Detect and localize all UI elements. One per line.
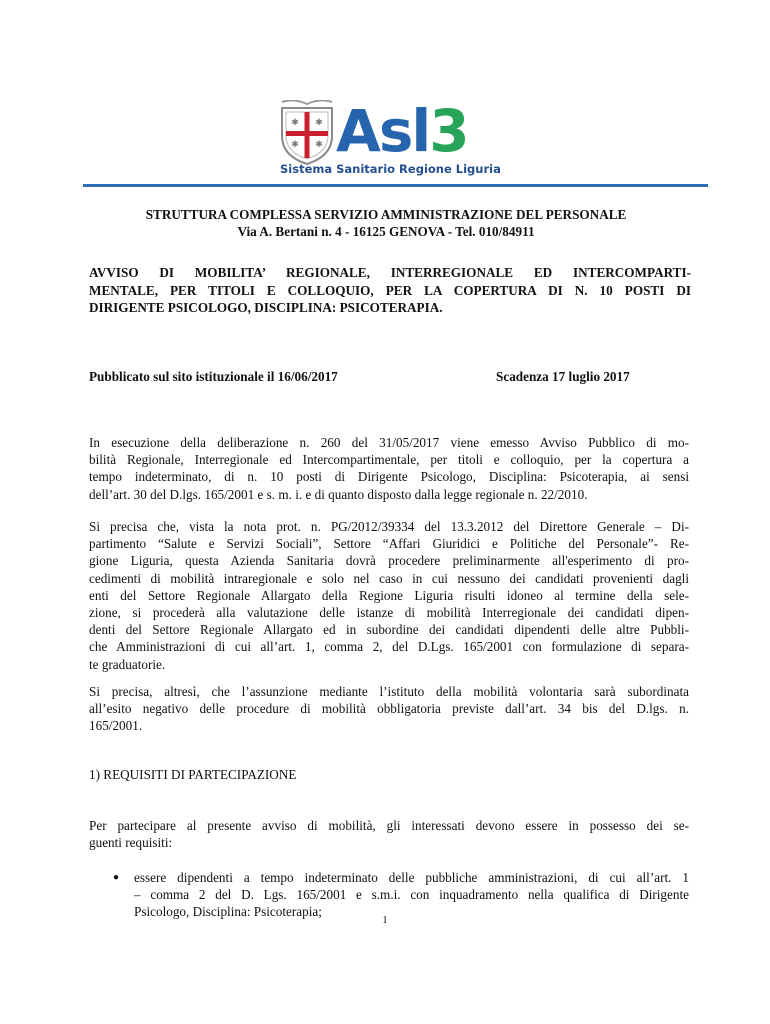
requirement-text xyxy=(134,869,689,921)
asl3-logo xyxy=(278,97,501,180)
header-divider xyxy=(83,184,708,187)
text-line: enti del Settore Regionale Allargato della Regione Liguria risulti idoneo al termine della sele- xyxy=(89,587,689,603)
text-line: dell’art. 30 del D.lgs. 165/2001 e s. m. i. e di quanto disposto dalla legge regionale n. 22/2010. xyxy=(89,486,588,502)
logo-tagline: Sistema Sanitario Regione Liguria xyxy=(280,162,501,176)
page-number: 1 xyxy=(382,914,388,926)
text-line: 165/2001. xyxy=(89,718,143,734)
text-line: guenti requisiti: xyxy=(89,835,173,851)
text-line: Si precisa, altresì, che l’assunzione mediante l’istituto della mobilità volontaria sarà subordinata xyxy=(89,684,689,699)
paragraph-intro xyxy=(89,434,689,503)
liguria-emblem-icon xyxy=(278,100,336,166)
text-line: partimento “Salute e Servizi Sociali”, Settore “Affari Giuridici e Politiche del Personale”- Re- xyxy=(89,536,689,552)
svg-text:✱: ✱ xyxy=(315,140,323,150)
svg-text:✱: ✱ xyxy=(315,118,323,128)
text-line: Psicologo, Disciplina: Psicoterapia; xyxy=(134,904,322,920)
section-heading: 1) REQUISITI DI PARTECIPAZIONE xyxy=(89,767,297,782)
text-line: – comma 2 del D. Lgs. 165/2001 e s.m.i. con inquadramento nella qualifica di Dirigente xyxy=(134,887,689,903)
text-line: te graduatorie. xyxy=(89,656,166,672)
text-line: tempo indeterminato, di n. 10 posti di Dirigente Psicologo, Disciplina: Psicoterapia, ai sensi xyxy=(89,469,689,485)
text-line: bilità Regionale, Interregionale ed Intercompartimentale, per titoli e colloquio, per la copertura a xyxy=(89,452,689,468)
text-line: che Amministrazioni di cui all’art. 1, comma 2, del D.Lgs. 165/2001 con formulazione di separa- xyxy=(89,639,689,655)
deadline-date: Scadenza 17 luglio 2017 xyxy=(496,369,630,384)
svg-text:✱: ✱ xyxy=(291,118,299,128)
paragraph-requirements xyxy=(89,817,689,851)
text-line: Per partecipare al presente avviso di mobilità, gli interessati devono essere in possesso dei se- xyxy=(89,818,689,833)
text-line: In esecuzione della deliberazione n. 260 del 31/05/2017 viene emesso Avviso Pubblico di mo- xyxy=(89,435,689,450)
logo-wordmark: Asl3 xyxy=(336,97,468,165)
text-line: denti del Settore Regionale Allargato ed in subordine dei candidati dipendenti delle altre Pubbli- xyxy=(89,622,689,638)
published-date: Pubblicato sul sito istituzionale il 16/06/2017 xyxy=(89,369,338,384)
paragraph-procedure xyxy=(89,518,689,673)
text-line: cedimenti di mobilità intraregionale e solo nel caso in cui nessuno dei candidati provenienti dagli xyxy=(89,570,689,586)
text-line: gione Liguria, questa Azienda Sanitaria dovrà procedere preliminarmente all'esperimento di pro- xyxy=(89,553,689,569)
text-line: zione, si procederà alla valutazione delle istanze di mobilità Interregionale dei candidati dipen- xyxy=(89,605,689,621)
notice-title xyxy=(89,264,691,317)
bullet-icon: ● xyxy=(113,872,120,883)
text-line: essere dipendenti a tempo indeterminato delle pubbliche amministrazioni, di cui all’art. 1 xyxy=(134,870,689,885)
paragraph-subordination xyxy=(89,683,689,735)
text-line: Si precisa che, vista la nota prot. n. PG/2012/39334 del 13.3.2012 del Direttore Generale – Di- xyxy=(89,519,689,534)
title-line: AVVISO DI MOBILITA’ REGIONALE, INTERREGIONALE ED INTERCOMPARTI- xyxy=(89,265,691,280)
text-line: all’esito negativo delle procedure di mobilità obbligatoria previste dall’art. 34 bis del D.lgs. n. xyxy=(89,701,689,717)
svg-text:✱: ✱ xyxy=(291,140,299,150)
title-line: MENTALE, PER TITOLI E COLLOQUIO, PER LA COPERTURA DI N. 10 POSTI DI xyxy=(89,282,691,298)
org-line-1: STRUTTURA COMPLESSA SERVIZIO AMMINISTRAZIONE DEL PERSONALE xyxy=(145,207,627,222)
title-line: DIRIGENTE PSICOLOGO, DISCIPLINA: PSICOTERAPIA. xyxy=(89,300,443,315)
org-line-2: Via A. Bertani n. 4 - 16125 GENOVA - Tel. 010/84911 xyxy=(237,224,535,239)
